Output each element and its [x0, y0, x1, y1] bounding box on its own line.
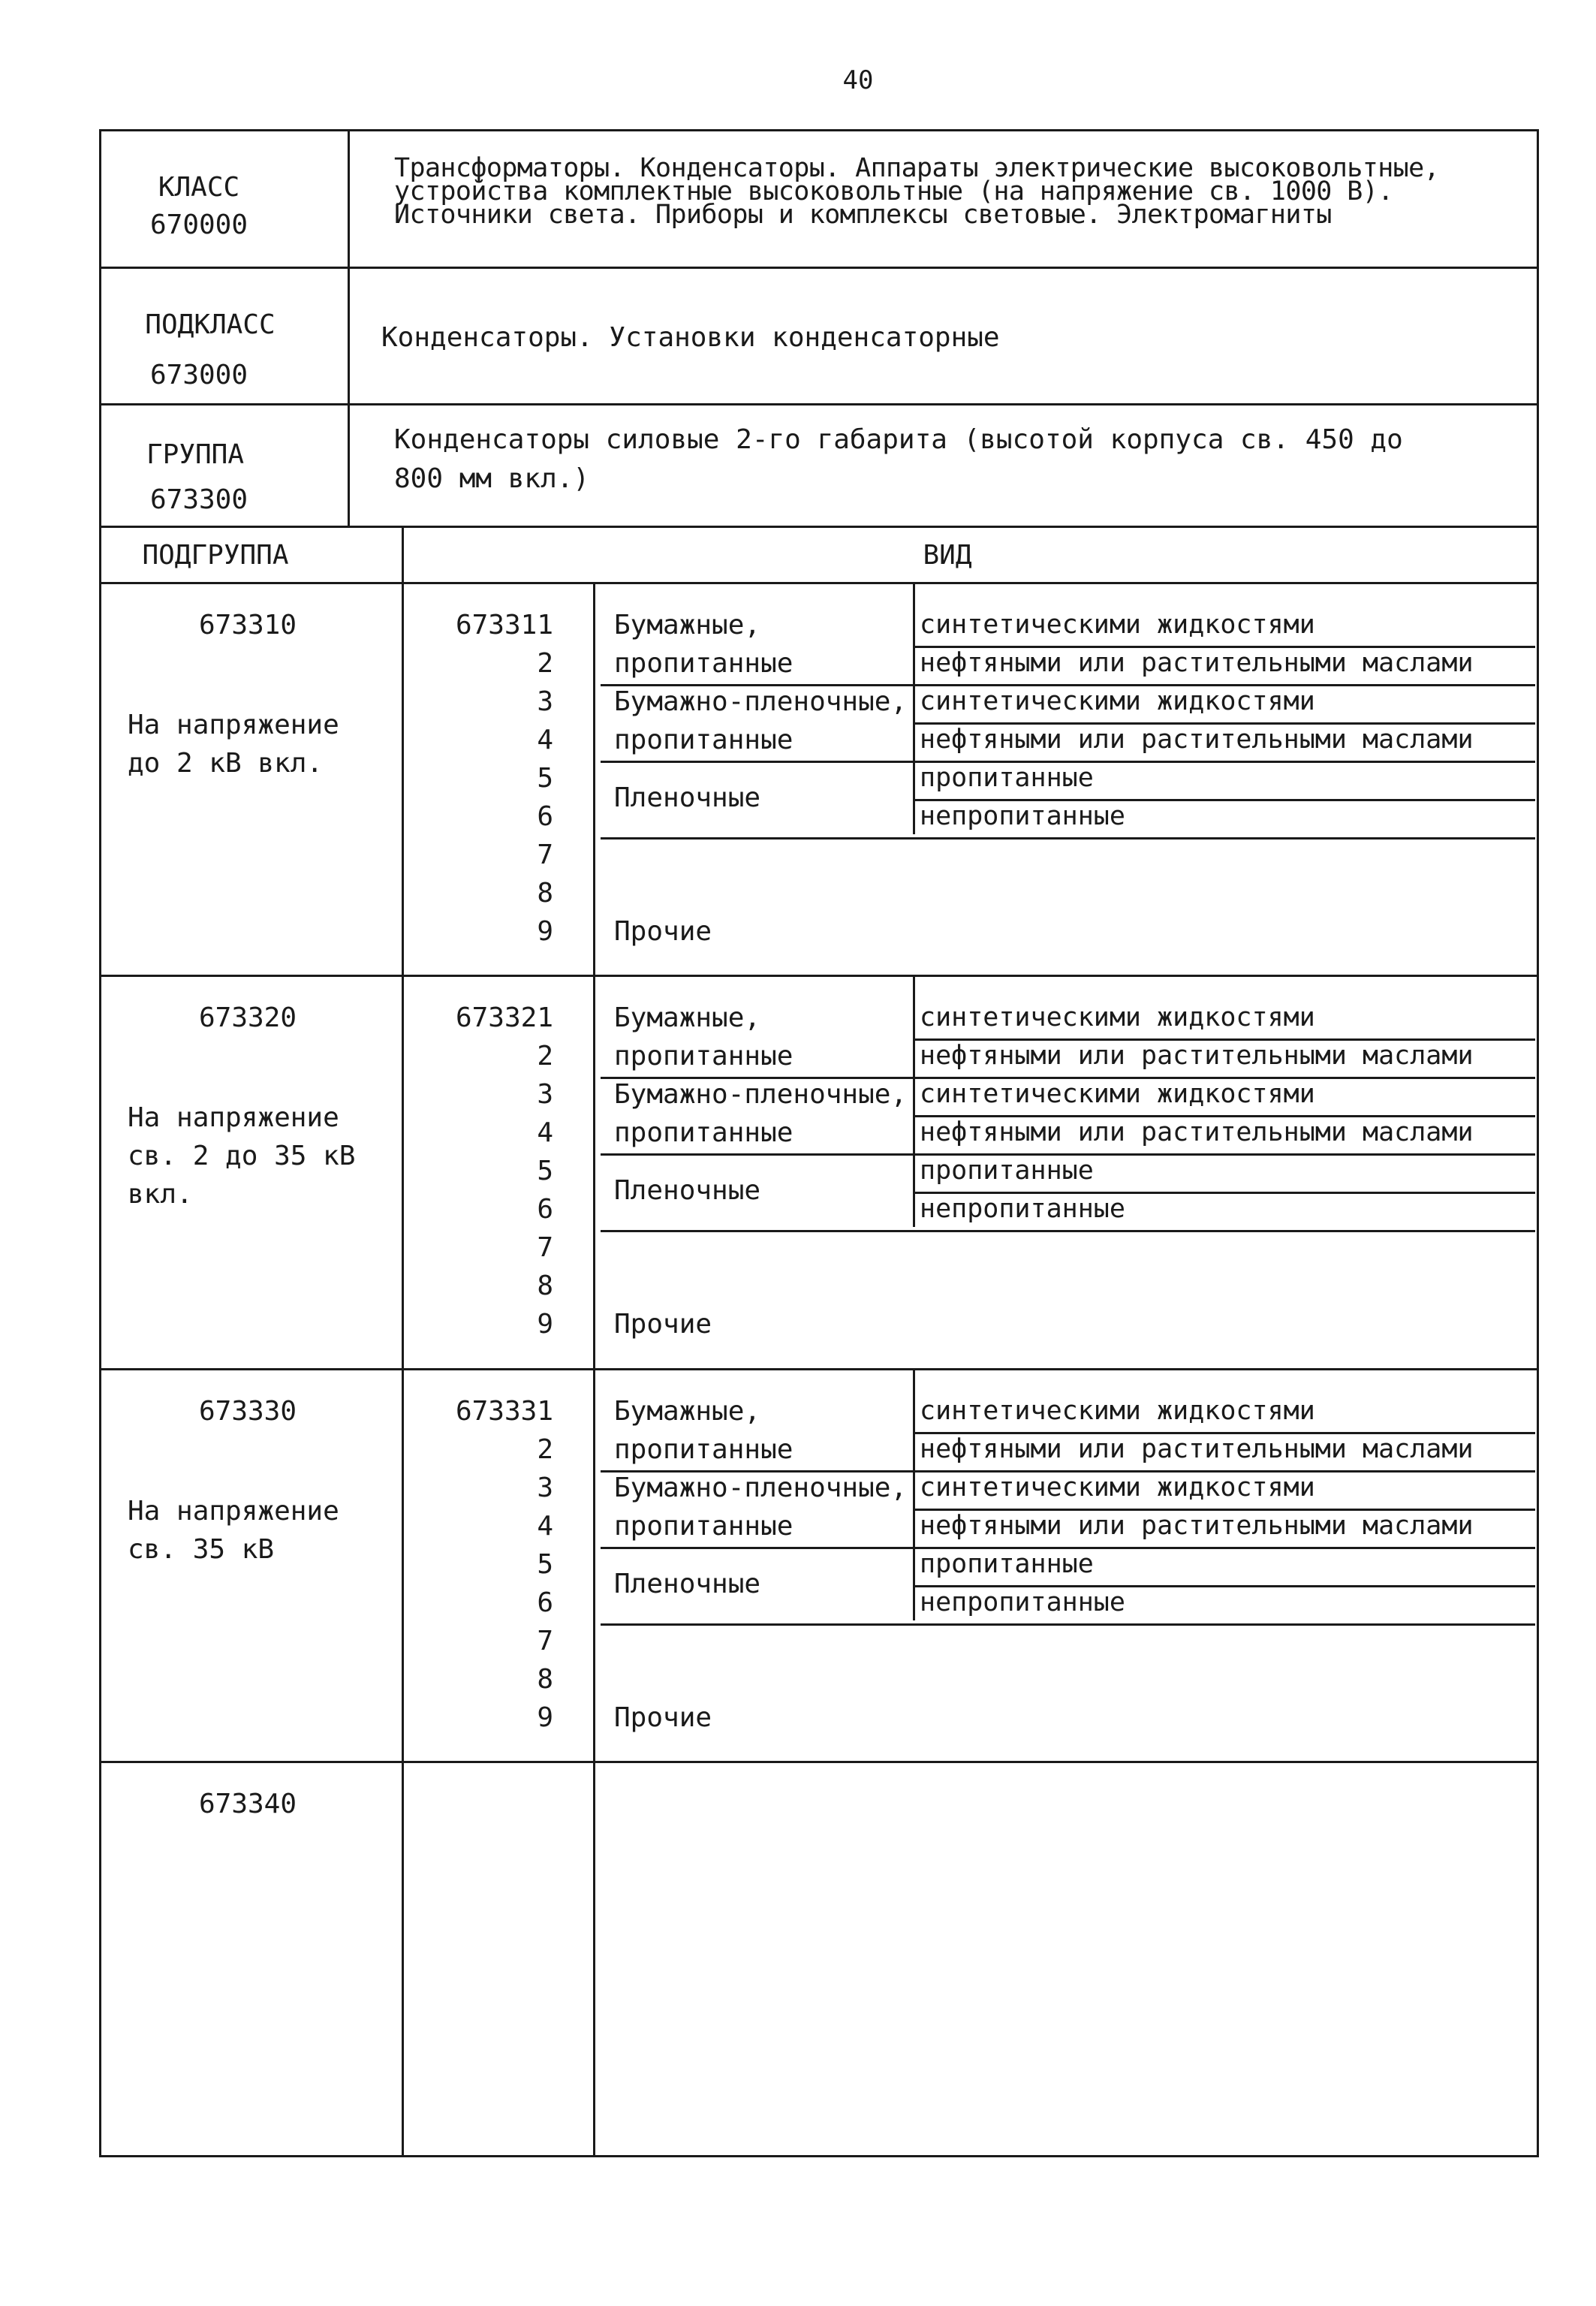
impregnant-synthetic-text: синтетическими жидкостями: [920, 1079, 1315, 1109]
row-number: 7: [537, 1626, 553, 1656]
impregnant-non-impregnated-text: непропитанные: [920, 1587, 1125, 1617]
row-number: 9: [537, 1702, 553, 1733]
impregnant-row-rule: [913, 1038, 1535, 1041]
header-podgruppa: ПОДГРУППА: [142, 540, 289, 571]
subgroup-description-line: На напряжение: [128, 710, 339, 740]
type-row-rule: [601, 1153, 1535, 1156]
impregnant-synthetic-text: синтетическими жидкостями: [920, 1396, 1315, 1426]
type-row-rule: [601, 684, 1535, 686]
subgroup-description-line: до 2 кВ вкл.: [128, 748, 324, 779]
klass-bottom-rule: [99, 267, 1539, 269]
podklass-text: Конденсаторы. Установки конденсаторные: [381, 322, 1000, 353]
impregnant-oil-text: нефтяными или растительными маслами: [920, 648, 1474, 678]
header-vid: ВИД: [923, 540, 972, 571]
row-number: 8: [537, 878, 553, 909]
type-row-rule: [601, 1547, 1535, 1549]
impregnant-row-rule: [913, 799, 1535, 801]
row-number: 5: [537, 763, 553, 794]
row-number: 4: [537, 1511, 553, 1542]
gruppa-label: ГРУППА: [146, 439, 245, 470]
impregnant-row-rule: [913, 1115, 1535, 1117]
subgroup-code: 673310: [198, 610, 297, 641]
impregnant-impregnated-text: пропитанные: [920, 1549, 1094, 1579]
col-divider-impregnant: [913, 582, 915, 834]
impregnant-oil-text: нефтяными или растительными маслами: [920, 1041, 1474, 1071]
type-paperfilm-label: Бумажно-пленочные,: [614, 1079, 908, 1110]
type-paper-label: Бумажные,: [614, 1396, 761, 1427]
impregnant-synthetic-text: синтетическими жидкостями: [920, 1002, 1315, 1032]
col-divider-impregnant: [913, 975, 915, 1227]
type-other-label: Прочие: [614, 1309, 712, 1340]
impregnant-oil-text: нефтяными или растительными маслами: [920, 725, 1474, 755]
impregnant-row-rule: [913, 1585, 1535, 1587]
type-paperfilm-impregnated-label: пропитанные: [614, 1117, 793, 1148]
row-number: 2: [537, 1434, 553, 1465]
row-number: 673331: [455, 1396, 553, 1427]
podklass-label: ПОДКЛАСС: [145, 309, 276, 340]
klass-code: 670000: [149, 209, 248, 240]
impregnant-impregnated-text: пропитанные: [920, 763, 1094, 793]
subgroup-separator: [99, 975, 1539, 977]
row-number: 3: [537, 1079, 553, 1110]
table-top-rule: [99, 526, 1539, 528]
subgroup-description-line: вкл.: [128, 1179, 193, 1210]
row-number: 2: [537, 648, 553, 679]
impregnant-non-impregnated-text: непропитанные: [920, 1194, 1125, 1224]
col-divider-number: [402, 526, 404, 2157]
row-number: 6: [537, 801, 553, 832]
impregnant-row-rule: [913, 1192, 1535, 1194]
klass-text-line: Источники света. Приборы и комплексы световые. Электромагниты: [394, 200, 1332, 230]
row-number: 5: [537, 1549, 553, 1580]
type-other-label: Прочие: [614, 1702, 712, 1733]
type-row-rule: [601, 1623, 1535, 1626]
impregnant-oil-text: нефтяными или растительными маслами: [920, 1117, 1474, 1147]
row-number: 4: [537, 725, 553, 755]
impregnant-row-rule: [913, 646, 1535, 648]
frame-top: [99, 129, 1539, 131]
subgroup-separator: [99, 1761, 1539, 1763]
type-paperfilm-impregnated-label: пропитанные: [614, 725, 793, 755]
type-film-label: Пленочные: [614, 782, 761, 813]
klass-text-line: Трансформаторы. Конденсаторы. Аппараты электрические высоковольтные,: [394, 153, 1440, 183]
subgroup-code: 673330: [198, 1396, 297, 1427]
podklass-code: 673000: [149, 360, 248, 390]
podklass-bottom-rule: [99, 403, 1539, 405]
row-number: 673321: [455, 1002, 553, 1033]
type-paperfilm-label: Бумажно-пленочные,: [614, 1473, 908, 1503]
type-row-rule: [601, 1230, 1535, 1232]
klass-label: КЛАСС: [158, 172, 240, 203]
row-number: 9: [537, 1309, 553, 1340]
table-left: [99, 526, 101, 2157]
header-bottom-rule: [99, 582, 1539, 584]
gruppa-text-line: 800 мм вкл.): [394, 463, 590, 494]
col-divider-impregnant: [913, 1368, 915, 1620]
subgroup-code: 673340: [198, 1789, 297, 1819]
subgroup-separator: [99, 1368, 1539, 1370]
row-number: 3: [537, 686, 553, 717]
type-paper-impregnated-label: пропитанные: [614, 1434, 793, 1465]
impregnant-oil-text: нефтяными или растительными маслами: [920, 1434, 1474, 1464]
type-paper-impregnated-label: пропитанные: [614, 1041, 793, 1072]
row-number: 673311: [455, 610, 553, 641]
subgroup-code: 673320: [198, 1002, 297, 1033]
page-number: 40: [842, 65, 874, 95]
subgroup-description-line: На напряжение: [128, 1102, 339, 1133]
impregnant-row-rule: [913, 722, 1535, 725]
subgroup-description-line: св. 2 до 35 кВ: [128, 1141, 356, 1171]
frame-right: [1537, 129, 1539, 2157]
row-number: 9: [537, 916, 553, 947]
type-paper-impregnated-label: пропитанные: [614, 648, 793, 679]
type-row-rule: [601, 837, 1535, 840]
impregnant-synthetic-text: синтетическими жидкостями: [920, 1473, 1315, 1503]
impregnant-synthetic-text: синтетическими жидкостями: [920, 686, 1315, 716]
type-paperfilm-impregnated-label: пропитанные: [614, 1511, 793, 1542]
table-bottom-rule: [99, 2155, 1539, 2157]
row-number: 2: [537, 1041, 553, 1072]
type-paperfilm-label: Бумажно-пленочные,: [614, 686, 908, 717]
row-number: 6: [537, 1587, 553, 1618]
impregnant-impregnated-text: пропитанные: [920, 1156, 1094, 1186]
type-other-label: Прочие: [614, 916, 712, 947]
row-number: 8: [537, 1664, 553, 1695]
row-number: 4: [537, 1117, 553, 1148]
klass-text-line: устройства комплектные высоковольтные (на напряжение св. 1000 В).: [394, 176, 1393, 206]
subgroup-description-line: На напряжение: [128, 1496, 339, 1527]
row-number: 3: [537, 1473, 553, 1503]
gruppa-text-line: Конденсаторы силовые 2-го габарита (высотой корпуса св. 450 до: [394, 424, 1403, 455]
subgroup-description-line: св. 35 кВ: [128, 1534, 275, 1565]
row-number: 6: [537, 1194, 553, 1225]
type-paper-label: Бумажные,: [614, 610, 761, 641]
impregnant-synthetic-text: синтетическими жидкостями: [920, 610, 1315, 640]
impregnant-non-impregnated-text: непропитанные: [920, 801, 1125, 831]
type-paper-label: Бумажные,: [614, 1002, 761, 1033]
type-row-rule: [601, 1077, 1535, 1079]
row-number: 5: [537, 1156, 553, 1186]
type-film-label: Пленочные: [614, 1174, 761, 1206]
gruppa-code: 673300: [149, 484, 248, 515]
row-number: 7: [537, 840, 553, 870]
row-number: 8: [537, 1271, 553, 1301]
impregnant-oil-text: нефтяными или растительными маслами: [920, 1511, 1474, 1541]
impregnant-row-rule: [913, 1432, 1535, 1434]
row-number: 7: [537, 1232, 553, 1263]
type-film-label: Пленочные: [614, 1568, 761, 1599]
type-row-rule: [601, 761, 1535, 763]
impregnant-row-rule: [913, 1509, 1535, 1511]
type-row-rule: [601, 1470, 1535, 1473]
